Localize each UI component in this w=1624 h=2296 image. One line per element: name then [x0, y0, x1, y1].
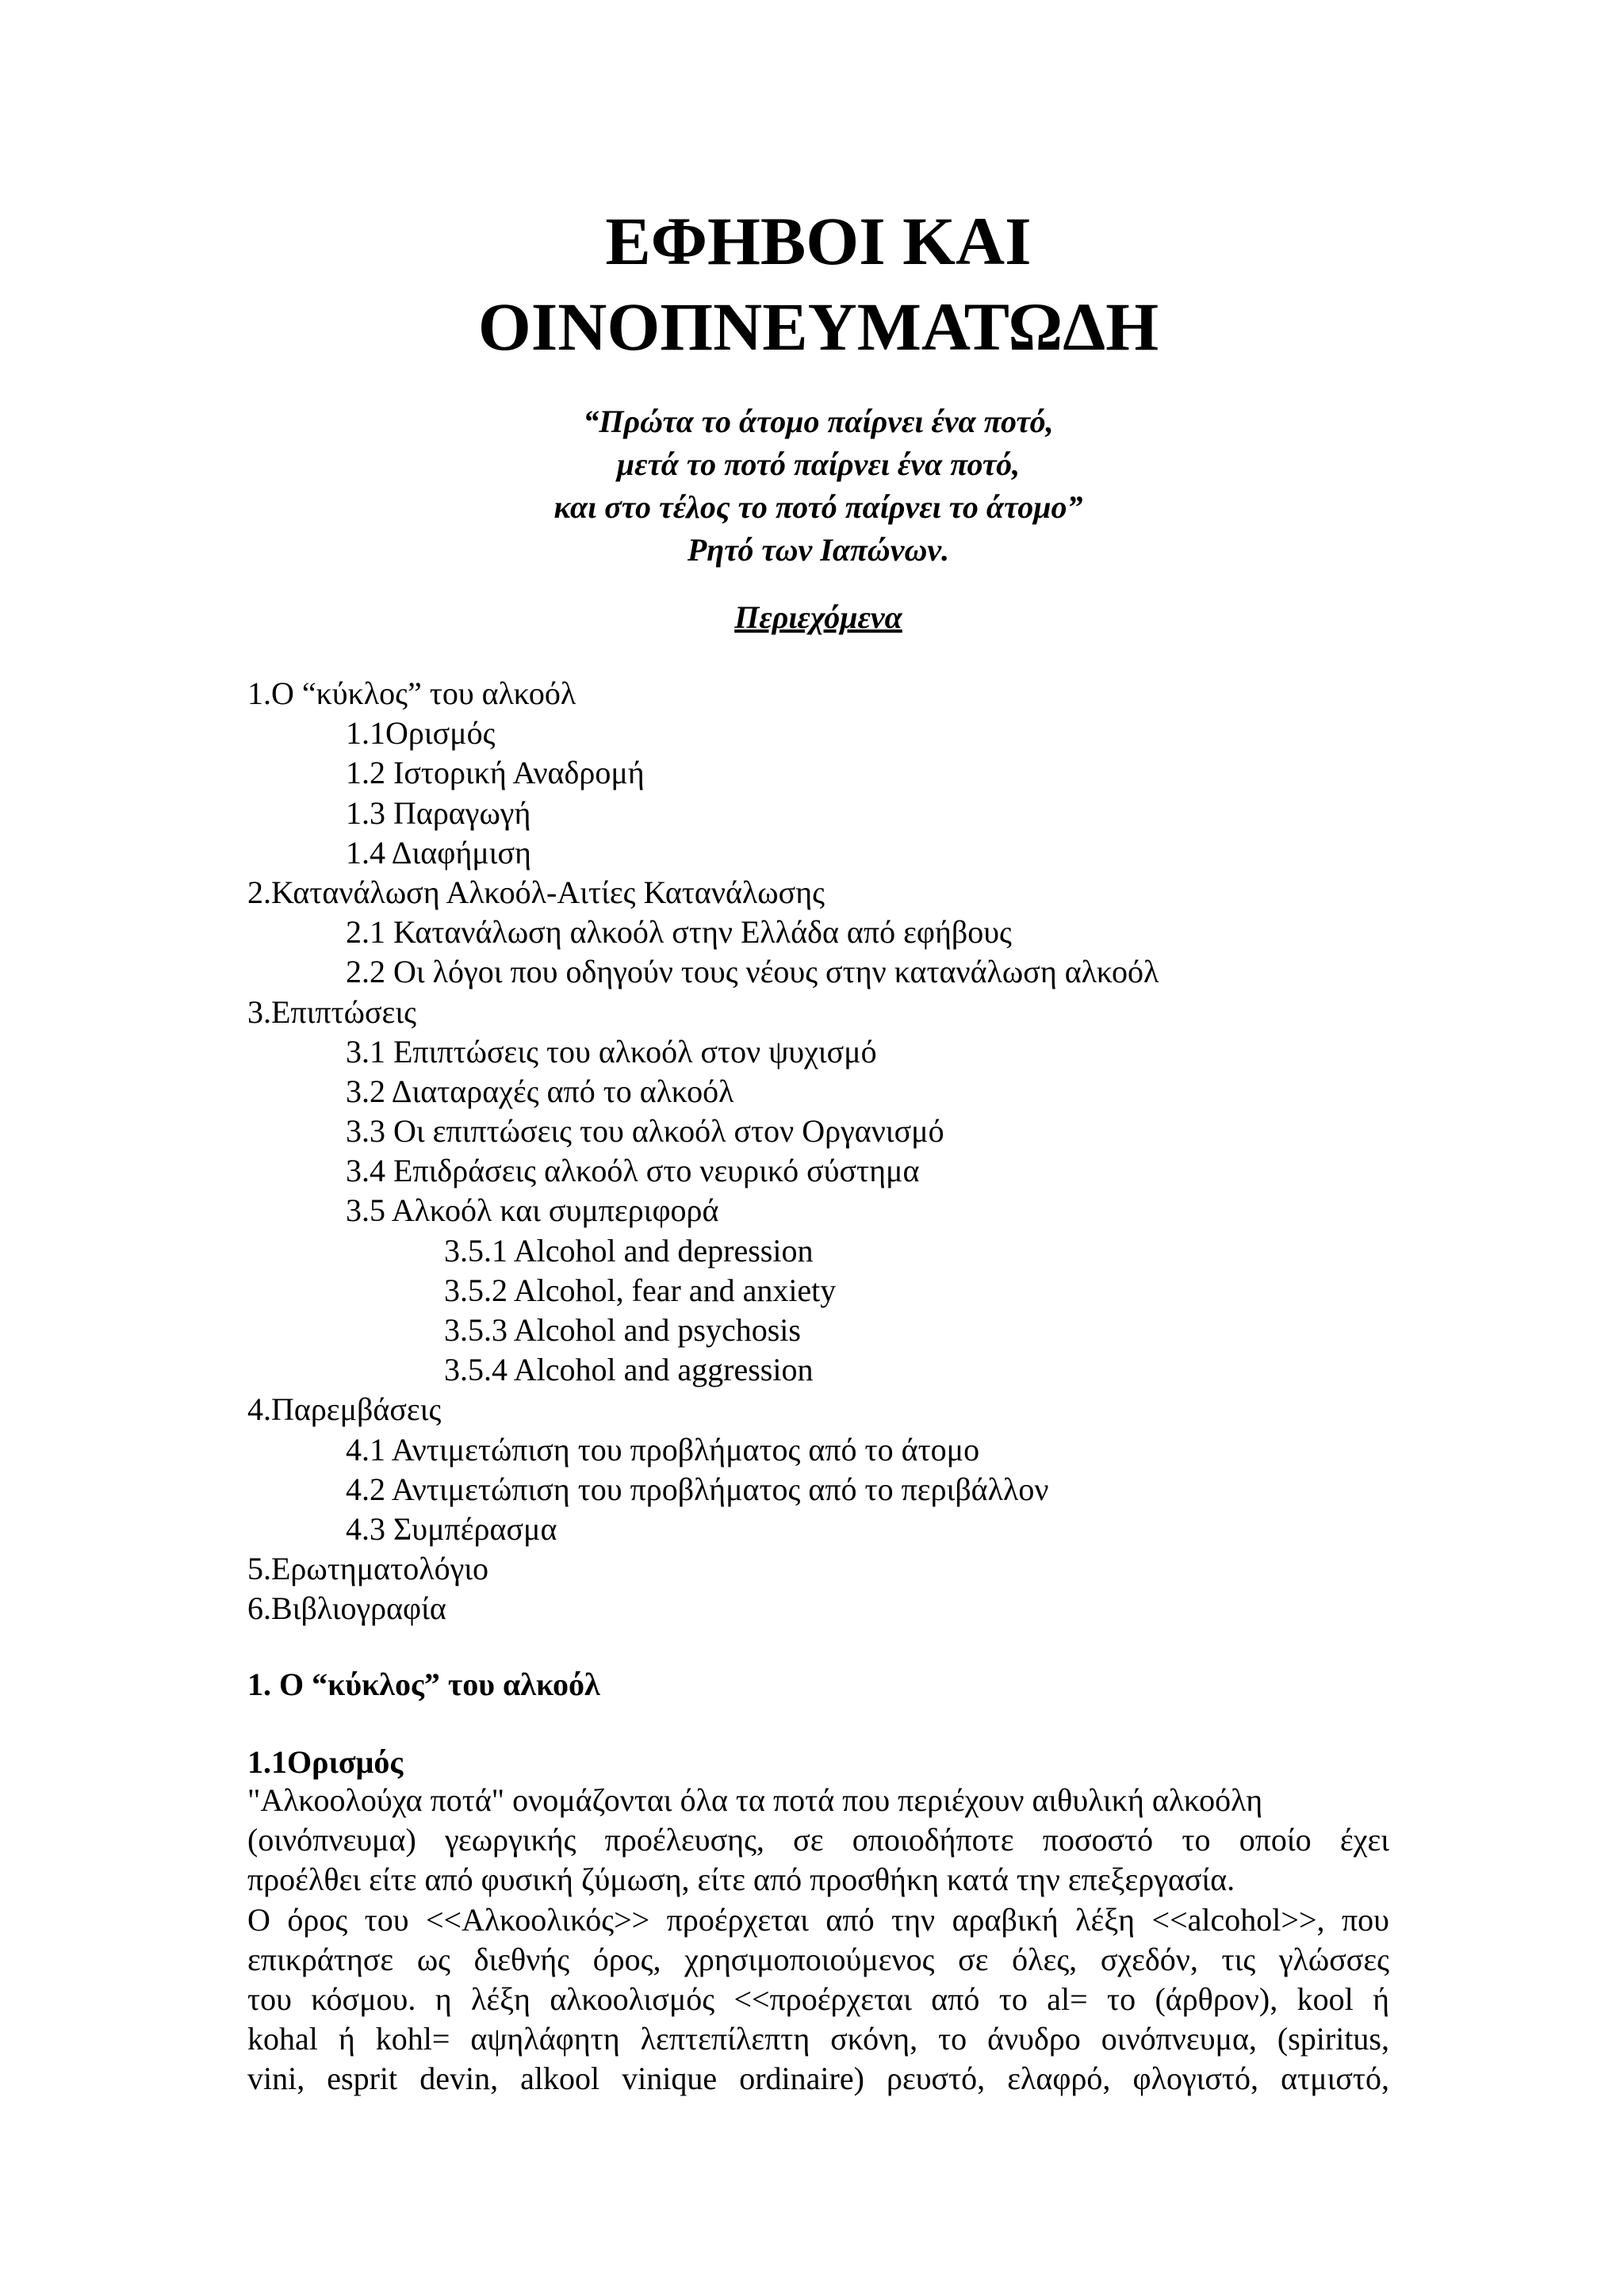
body-text-line: του κόσμου. η λέξη αλκοολισμός <<προέρχεται από το al= το (άρθρον), kool ή	[247, 1980, 1389, 2017]
toc-item: 3.5.3 Alcohol and psychosis	[444, 1312, 801, 1348]
toc-item: 4.3 Συμπέρασμα	[346, 1510, 557, 1547]
toc-item: 3.3 Οι επιπτώσεις του αλκοόλ στον Οργανισμό	[346, 1113, 944, 1150]
epigraph-line: “Πρώτα το άτομο παίρνει ένα ποτό,	[583, 404, 1054, 439]
toc-item: 3.1 Επιπτώσεις του αλκοόλ στον ψυχισμό	[346, 1033, 877, 1070]
contents-heading: Περιεχόμενα	[734, 599, 902, 635]
toc-item: 5.Ερωτηματολόγιο	[247, 1551, 489, 1587]
toc-item: 4.2 Αντιμετώπιση του προβλήματος από το περιβάλλον	[346, 1471, 1049, 1507]
toc-item: 1.2 Ιστορική Αναδρομή	[346, 755, 645, 791]
toc-item: 6.Βιβλιογραφία	[247, 1590, 446, 1627]
toc-item: 3.5.2 Alcohol, fear and anxiety	[444, 1272, 837, 1308]
body-text-line: επικράτησε ως διεθνής όρος, χρησιμοποιούμενος σε όλες, σχεδόν, τις γλώσσες	[247, 1941, 1389, 1977]
toc-item: 3.4 Επιδράσεις αλκοόλ στο νευρικό σύστημα	[346, 1153, 920, 1189]
toc-item: 3.5.4 Alcohol and aggression	[444, 1352, 814, 1388]
toc-item: 1.4 Διαφήμιση	[346, 834, 531, 871]
body-text-line: προέλθει είτε από φυσική ζύμωση, είτε από προσθήκη κατά την επεξεργασία.	[247, 1862, 1235, 1898]
document-title-line-2: ΟΙΝΟΠΝΕΥΜΑΤΩΔΗ	[477, 289, 1159, 365]
toc-item: 2.Κατανάλωση Αλκοόλ-Αιτίες Κατανάλωσης	[247, 874, 825, 910]
document-title-line-1: ΕΦΗΒΟΙ ΚΑΙ	[605, 203, 1032, 279]
toc-item: 1.Ο “κύκλος” του αλκοόλ	[247, 675, 576, 711]
toc-item: 3.5.1 Alcohol and depression	[444, 1232, 814, 1269]
subsection-heading: 1.1Ορισμός	[247, 1744, 404, 1780]
body-text-line: vini, esprit devin, alkool vinique ordinaire) ρευστό, ελαφρό, φλογιστό, ατμιστό,	[247, 2061, 1389, 2097]
toc-item: 4.Παρεμβάσεις	[247, 1391, 442, 1428]
body-paragraph	[247, 1781, 1389, 2099]
toc-item: 3.Επιπτώσεις	[247, 993, 416, 1030]
toc-item: 2.2 Οι λόγοι που οδηγούν τους νέους στην κατανάλωση αλκοόλ	[346, 954, 1159, 990]
toc-item: 1.1Ορισμός	[346, 715, 496, 752]
epigraph-line: μετά το ποτό παίρνει ένα ποτό,	[616, 446, 1021, 482]
body-text-line: kohal ή kohl= αψηλάφητη λεπτεπίλεπτη σκόνη, το άνυδρο οινόπνευμα, (spiritus,	[247, 2021, 1389, 2057]
epigraph-attribution: Ρητό των Ιαπώνων.	[687, 532, 950, 568]
section-heading: 1. Ο “κύκλος” του αλκοόλ	[247, 1667, 600, 1702]
toc-item: 3.5 Αλκοόλ και συμπεριφορά	[346, 1192, 719, 1229]
table-of-contents	[247, 674, 1389, 1629]
body-text-line: (οινόπνευμα) γεωργικής προέλευσης, σε οποιοδήποτε ποσοστό το οποίο έχει	[247, 1822, 1389, 1858]
toc-item: 4.1 Αντιμετώπιση του προβλήματος από το άτομο	[346, 1431, 980, 1468]
toc-item: 2.1 Κατανάλωση αλκοόλ στην Ελλάδα από εφήβους	[346, 914, 1012, 951]
epigraph-quote	[247, 400, 1389, 572]
body-text-line: Ο όρος του <<Αλκοολικός>> προέρχεται από την αραβική λέξη <<alcohol>>, που	[247, 1901, 1389, 1938]
toc-item: 1.3 Παραγωγή	[346, 794, 531, 831]
epigraph-line: και στο τέλος το ποτό παίρνει το άτομο”	[553, 489, 1083, 525]
body-text-line: "Αλκοολούχα ποτά" ονομάζονται όλα τα ποτά που περιέχουν αιθυλική αλκοόλη	[247, 1782, 1263, 1818]
toc-item: 3.2 Διαταραχές από το αλκοόλ	[346, 1073, 734, 1109]
